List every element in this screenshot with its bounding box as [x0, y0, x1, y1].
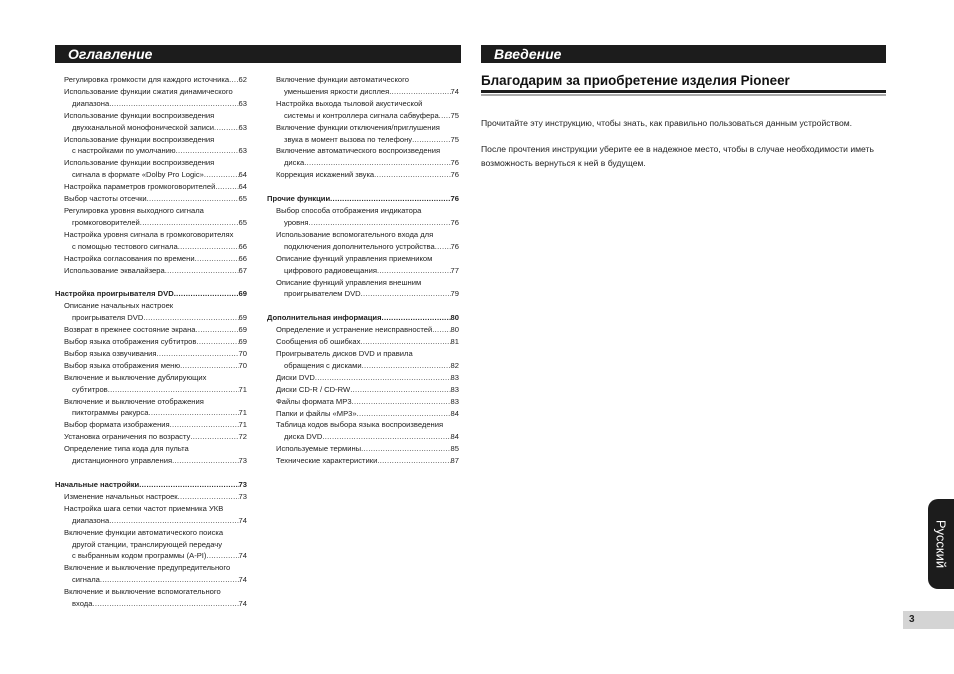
toc-entry-text: другой станции, транслирующей передачу — [72, 539, 223, 549]
toc-entry-text: с помощью тестового сигнала — [72, 241, 178, 251]
toc-entry-text: Регулировка громкости для каждого источника — [64, 75, 230, 84]
toc-leader-dots — [389, 86, 450, 98]
toc-leader-dots — [109, 98, 238, 110]
toc-entry-text: Используемые термины — [276, 444, 362, 454]
toc-leader-dots — [178, 491, 239, 503]
toc-page-number: 74 — [238, 551, 247, 561]
toc-leader-dots — [309, 217, 451, 229]
toc-entry — [267, 336, 459, 348]
page-number: 3 — [903, 611, 954, 629]
toc-entry-text: Диски CD-R / CD-RW — [276, 384, 351, 394]
toc-entry-text: Использование функции воспроизведения — [64, 134, 215, 144]
toc-page-number: 64 — [238, 182, 247, 192]
toc-page-number: 85 — [450, 444, 459, 454]
toc-page-number: 76 — [450, 194, 459, 204]
toc-page-number: 69 — [238, 325, 247, 335]
toc-entry — [55, 598, 247, 610]
toc-entry-text: обращения с дисками — [284, 360, 362, 370]
toc-leader-dots — [322, 431, 450, 443]
toc-page-number: 64 — [238, 170, 247, 180]
toc-entry — [55, 193, 247, 205]
language-tab-label: Русский — [933, 519, 949, 569]
toc-entry — [55, 265, 247, 277]
toc-entry — [267, 324, 459, 336]
toc-leader-dots — [139, 479, 238, 491]
toc-section — [267, 193, 459, 205]
toc-entry-text: с настройками по умолчанию — [72, 146, 176, 156]
toc-entry — [55, 229, 247, 241]
toc-entry — [55, 312, 247, 324]
toc-entry — [267, 360, 459, 372]
toc-entry — [267, 241, 459, 253]
toc-page-number: 83 — [450, 384, 459, 394]
title-rule-light — [481, 94, 886, 96]
toc-entry — [267, 288, 459, 300]
toc-leader-dots — [374, 169, 450, 181]
toc-entry — [55, 515, 247, 527]
toc-entry-text: Выбор способа отображения индикатора — [276, 206, 422, 216]
toc-entry-text: Настройка проигрывателя DVD — [55, 289, 174, 299]
toc-leader-dots — [315, 372, 451, 384]
toc-leader-dots — [190, 431, 238, 443]
toc-entry — [55, 169, 247, 181]
toc-leader-dots — [377, 455, 450, 467]
toc-leader-dots — [350, 384, 450, 396]
toc-page-number: 71 — [238, 384, 247, 394]
toc-section — [267, 312, 459, 324]
toc-page-number: 74 — [238, 599, 247, 609]
toc-entry-text: Выбор формата изображения — [64, 420, 170, 430]
toc-leader-dots — [174, 288, 239, 300]
toc-entry-text: Возврат в прежнее состояние экрана — [64, 325, 196, 335]
toc-entry — [55, 455, 247, 467]
toc-entry — [55, 443, 247, 455]
toc-entry — [267, 348, 459, 360]
toc-entry-text: сигнала — [72, 575, 100, 585]
toc-entry — [267, 431, 459, 443]
toc-header-bar — [55, 45, 461, 63]
toc-entry — [55, 122, 247, 134]
toc-entry — [55, 324, 247, 336]
toc-entry — [55, 98, 247, 110]
toc-entry-text: Использование эквалайзера — [64, 265, 165, 275]
toc-entry — [55, 110, 247, 122]
toc-page-number: 62 — [238, 75, 247, 84]
toc-entry — [55, 527, 247, 539]
toc-page-number: 69 — [238, 337, 247, 347]
toc-entry-text: Использование вспомогательного входа для — [276, 229, 434, 239]
toc-entry — [267, 74, 459, 86]
toc-page-number: 65 — [238, 217, 247, 227]
toc-entry-text: двухканальной монофонической записи — [72, 122, 215, 132]
toc-entry-text: Выбор частоты отсечки — [64, 194, 147, 204]
toc-entry — [267, 265, 459, 277]
toc-entry-text: диска DVD — [284, 432, 323, 442]
toc-entry — [267, 372, 459, 384]
toc-page-number: 83 — [450, 372, 459, 382]
toc-entry-text: Технические характеристики — [276, 456, 378, 466]
toc-entry-text: Включение функции отключения/приглушения — [276, 122, 440, 132]
toc-entry-text: входа — [72, 599, 93, 609]
toc-leader-dots — [157, 348, 239, 360]
toc-entry-text: системы и контроллера сигнала сабвуфера — [284, 110, 439, 120]
toc-entry — [267, 443, 459, 455]
toc-page-number: 76 — [450, 158, 459, 168]
toc-page-number: 69 — [238, 313, 247, 323]
toc-gap — [267, 300, 459, 312]
toc-entry-text: Сообщения об ошибках — [276, 337, 361, 347]
toc-entry — [55, 562, 247, 574]
toc-leader-dots — [357, 408, 451, 420]
toc-entry-text: Настройка согласования по времени — [64, 253, 195, 263]
toc-entry — [55, 336, 247, 348]
toc-entry — [267, 110, 459, 122]
toc-page-number: 80 — [450, 325, 459, 335]
toc-page-number: 79 — [450, 289, 459, 299]
toc-leader-dots — [439, 110, 451, 122]
toc-entry — [55, 372, 247, 384]
toc-entry-text: Включение и выключение дублирующих — [64, 372, 207, 382]
toc-entry-text: дистанционного управления — [72, 456, 173, 466]
toc-entry-text: диапазона — [72, 515, 110, 525]
toc-entry-text: Описание начальных настроек — [64, 301, 174, 311]
toc-page-number: 65 — [238, 194, 247, 204]
toc-entry — [267, 419, 459, 431]
toc-entry-text: уровня — [284, 217, 309, 227]
toc-entry-text: Описание функций управления внешним — [276, 277, 422, 287]
toc-page-number: 80 — [450, 313, 459, 323]
toc-page-number: 63 — [238, 122, 247, 132]
toc-leader-dots — [330, 193, 450, 205]
toc-page-number: 76 — [450, 170, 459, 180]
toc-entry-text: сигнала в формате «Dolby Pro Logic» — [72, 170, 204, 180]
toc-leader-dots — [140, 217, 239, 229]
toc-entry-text: Выбор языка озвучивания — [64, 348, 157, 358]
toc-entry-text: Выбор языка отображения меню — [64, 360, 181, 370]
toc-entry — [267, 384, 459, 396]
toc-entry-text: Прочие функции — [267, 194, 331, 204]
toc-entry-text: Коррекция искажений звука — [276, 170, 375, 180]
toc-entry-text: Папки и файлы «MP3» — [276, 408, 357, 418]
toc-entry-text: субтитров — [72, 384, 108, 394]
toc-page-number: 84 — [450, 432, 459, 442]
toc-leader-dots — [172, 455, 238, 467]
toc-page-number: 75 — [450, 134, 459, 144]
intro-header-bar — [481, 45, 886, 63]
toc-page-number: 69 — [238, 289, 247, 299]
toc-page-number: 87 — [450, 456, 459, 466]
toc-section — [55, 479, 247, 491]
toc-section — [55, 288, 247, 300]
toc-page-number: 75 — [450, 110, 459, 120]
toc-entry — [55, 396, 247, 408]
toc-leader-dots — [143, 312, 238, 324]
toc-leader-dots — [361, 288, 451, 300]
toc-entry — [55, 134, 247, 146]
toc-entry-text: Выбор языка отображения субтитров — [64, 337, 197, 347]
toc-entry — [55, 550, 247, 562]
toc-gap — [55, 467, 247, 479]
toc-entry-text: диска — [284, 158, 305, 168]
toc-entry-text: Использование функции воспроизведения — [64, 110, 215, 120]
toc-entry — [55, 586, 247, 598]
toc-page-number: 74 — [450, 86, 459, 96]
toc-entry — [267, 396, 459, 408]
toc-leader-dots — [147, 193, 239, 205]
toc-page-number: 73 — [238, 456, 247, 466]
toc-entry — [55, 217, 247, 229]
toc-entry-text: Определение типа кода для пульта — [64, 444, 189, 454]
toc-entry — [267, 277, 459, 289]
toc-entry-text: громкоговорителей — [72, 217, 140, 227]
toc-entry — [267, 229, 459, 241]
toc-entry-text: Определение и устранение неисправностей — [276, 325, 433, 335]
toc-entry-text: Настройка уровня сигнала в громкоговорителях — [64, 229, 234, 239]
toc-leader-dots — [361, 443, 450, 455]
toc-entry — [55, 419, 247, 431]
toc-leader-dots — [196, 324, 239, 336]
toc-leader-dots — [214, 122, 239, 134]
toc-entry — [55, 539, 247, 551]
toc-page-number: 74 — [238, 575, 247, 585]
toc-leader-dots — [100, 574, 239, 586]
toc-entry-text: Регулировка уровня выходного сигнала — [64, 205, 204, 215]
toc-entry-text: Диски DVD — [276, 372, 315, 382]
toc-leader-dots — [195, 253, 239, 265]
toc-leader-dots — [352, 396, 451, 408]
toc-entry-text: Включение и выключение отображения — [64, 396, 204, 406]
toc-entry — [55, 348, 247, 360]
toc-leader-dots — [92, 598, 238, 610]
toc-entry — [55, 86, 247, 98]
toc-entry-text: Файлы формата MP3 — [276, 396, 352, 406]
toc-page-number: 73 — [238, 480, 247, 489]
toc-page-number: 70 — [238, 360, 247, 370]
toc-page-number: 70 — [238, 348, 247, 358]
toc-leader-dots — [196, 336, 238, 348]
toc-leader-dots — [206, 550, 238, 562]
intro-title: Благодарим за приобретение изделия Pioneer — [481, 73, 790, 88]
toc-entry-text: с выбранным кодом программы (A-PI) — [72, 551, 207, 561]
toc-leader-dots — [108, 384, 239, 396]
toc-page-number: 71 — [238, 420, 247, 430]
toc-entry — [55, 205, 247, 217]
toc-leader-dots — [109, 515, 238, 527]
toc-entry-text: Настройка параметров громкоговорителей — [64, 182, 216, 192]
toc-entry — [267, 455, 459, 467]
toc-page-number: 76 — [450, 217, 459, 227]
toc-entry-text: проигрывателя DVD — [72, 313, 144, 323]
intro-paragraph-2: После прочтения инструкции уберите ее в надежное место, чтобы в случае необходимости иметь возможность вернуться к ней в будущем. — [481, 144, 874, 168]
toc-entry-text: Настройка шага сетки частот приемника УКВ — [64, 503, 224, 513]
toc-leader-dots — [362, 360, 451, 372]
toc-entry — [55, 503, 247, 515]
toc-entry-text: Установка ограничения по возрасту — [64, 432, 191, 442]
toc-entry — [267, 217, 459, 229]
toc-page-number: 84 — [450, 408, 459, 418]
toc-page-number: 76 — [450, 241, 459, 251]
toc-entry — [55, 360, 247, 372]
toc-entry-text: Включение функции автоматического — [276, 75, 409, 84]
toc-entry — [55, 253, 247, 265]
toc-entry-text: Включение и выключение предупредительного — [64, 563, 231, 573]
toc-gap — [267, 181, 459, 193]
toc-entry — [55, 431, 247, 443]
toc-entry — [55, 491, 247, 503]
toc-leader-dots — [178, 241, 239, 253]
toc-gap — [55, 276, 247, 288]
toc-entry — [267, 205, 459, 217]
toc-leader-dots — [432, 324, 450, 336]
toc-leader-dots — [170, 419, 239, 431]
toc-page-number: 74 — [238, 515, 247, 525]
toc-leader-dots — [204, 169, 239, 181]
toc-page-number: 77 — [450, 265, 459, 275]
toc-column-2 — [267, 74, 459, 467]
toc-page-number: 67 — [238, 265, 247, 275]
title-rule-dark — [481, 90, 886, 93]
toc-leader-dots — [176, 145, 239, 157]
intro-paragraph-1: Прочитайте эту инструкцию, чтобы знать, как правильно пользоваться данным устройством. — [481, 118, 853, 128]
toc-page-number: 63 — [238, 146, 247, 156]
toc-entry-text: уменьшения яркости дисплея — [284, 86, 390, 96]
toc-entry-text: звука в момент вызова по телефону — [284, 134, 413, 144]
toc-entry — [55, 145, 247, 157]
toc-header: Оглавление — [68, 46, 153, 62]
toc-leader-dots — [165, 265, 239, 277]
toc-entry-text: подключения дополнительного устройства — [284, 241, 435, 251]
toc-entry — [55, 407, 247, 419]
toc-entry — [267, 98, 459, 110]
intro-header: Введение — [494, 46, 562, 62]
toc-entry-text: Использование функции воспроизведения — [64, 158, 215, 168]
toc-page-number: 66 — [238, 253, 247, 263]
toc-entry-text: Включение функции автоматического поиска — [64, 527, 224, 537]
language-tab — [928, 499, 954, 589]
toc-entry — [267, 145, 459, 157]
toc-entry — [267, 86, 459, 98]
toc-entry-text: Включение автоматического воспроизведения — [276, 146, 441, 156]
toc-page-number: 72 — [238, 432, 247, 442]
toc-entry — [55, 241, 247, 253]
toc-page-number: 73 — [238, 491, 247, 501]
toc-entry — [55, 74, 247, 86]
toc-entry-text: Таблица кодов выбора языка воспроизведения — [276, 420, 444, 430]
toc-entry — [267, 253, 459, 265]
toc-page-number: 81 — [450, 337, 459, 347]
toc-entry-text: Использование функции сжатия динамического — [64, 86, 233, 96]
toc-leader-dots — [229, 74, 238, 86]
toc-column-1 — [55, 74, 247, 610]
toc-entry — [267, 169, 459, 181]
toc-page-number: 82 — [450, 360, 459, 370]
toc-entry — [267, 157, 459, 169]
toc-page-number: 83 — [450, 396, 459, 406]
toc-entry-text: проигрывателем DVD — [284, 289, 361, 299]
toc-entry-text: Описание функций управления приемником — [276, 253, 433, 263]
toc-entry-text: Проигрыватель дисков DVD и правила — [276, 349, 413, 359]
toc-entry — [55, 300, 247, 312]
toc-leader-dots — [377, 265, 451, 277]
toc-entry-text: Изменение начальных настроек — [64, 491, 178, 501]
toc-entry-text: Включение и выключение вспомогательного — [64, 587, 221, 597]
toc-page-number: 63 — [238, 98, 247, 108]
toc-leader-dots — [360, 336, 450, 348]
toc-page-number: 71 — [238, 408, 247, 418]
toc-entry — [55, 181, 247, 193]
toc-leader-dots — [148, 407, 238, 419]
toc-entry-text: Настройка выхода тыловой акустической — [276, 98, 423, 108]
toc-leader-dots — [435, 241, 451, 253]
toc-entry — [267, 122, 459, 134]
toc-leader-dots — [215, 181, 238, 193]
toc-leader-dots — [180, 360, 238, 372]
toc-entry-text: диапазона — [72, 98, 110, 108]
toc-entry-text: Начальные настройки — [55, 480, 140, 489]
toc-entry-text: цифрового радиовещания — [284, 265, 377, 275]
toc-entry — [55, 384, 247, 396]
toc-entry — [55, 157, 247, 169]
toc-leader-dots — [304, 157, 450, 169]
toc-entry-text: пиктограммы ракурса — [72, 408, 149, 418]
toc-entry — [55, 574, 247, 586]
toc-entry — [267, 408, 459, 420]
toc-page-number: 66 — [238, 241, 247, 251]
toc-entry — [267, 134, 459, 146]
toc-leader-dots — [412, 134, 450, 146]
toc-entry-text: Дополнительная информация — [267, 313, 382, 323]
toc-leader-dots — [382, 312, 451, 324]
